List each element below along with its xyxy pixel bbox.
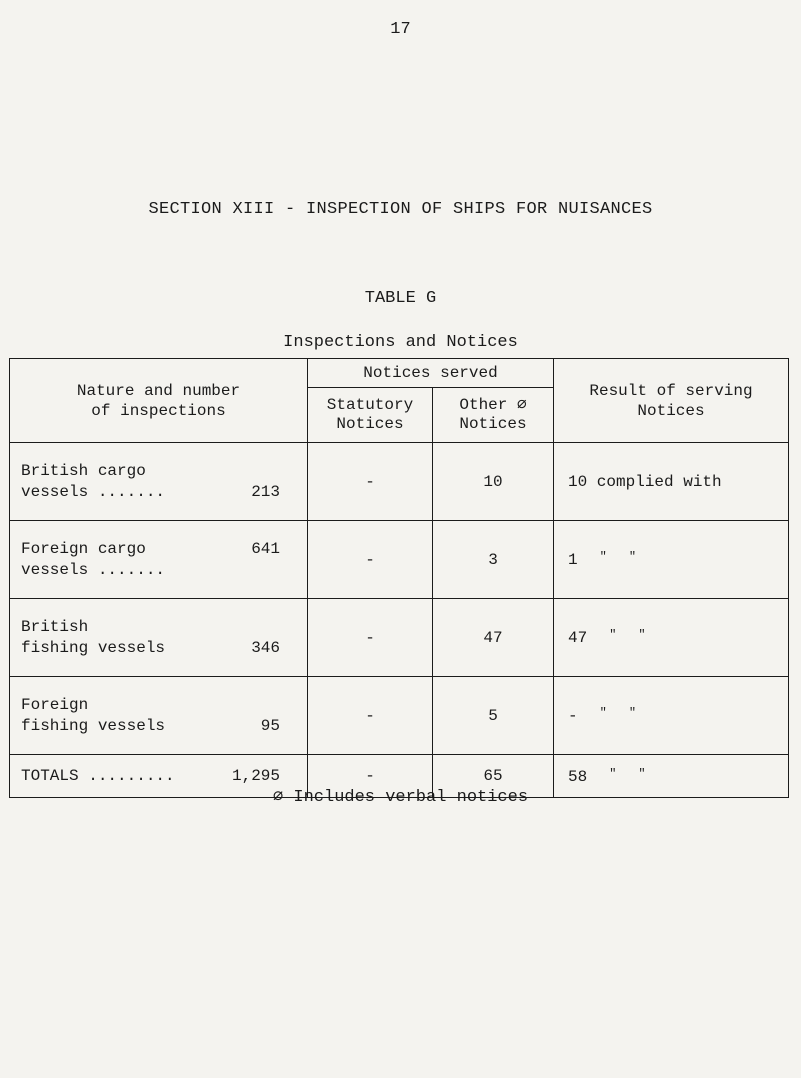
nature-line2: fishing vessels bbox=[21, 638, 166, 657]
header-statutory-line2: Notices bbox=[336, 415, 404, 433]
table-row bbox=[10, 677, 789, 755]
totals-count: 1,295 bbox=[231, 766, 280, 785]
result-cell bbox=[554, 521, 789, 599]
result-cell bbox=[554, 443, 789, 521]
header-statutory-line1: Statutory bbox=[326, 396, 414, 414]
result-cell bbox=[554, 677, 789, 755]
ditto-mark: " bbox=[628, 550, 637, 564]
ditto-mark: " bbox=[599, 550, 607, 564]
statutory-cell: - bbox=[308, 443, 433, 521]
result-value: - bbox=[568, 707, 578, 725]
header-notices-served: Notices served bbox=[308, 359, 554, 388]
nature-line2: fishing vessels bbox=[21, 716, 166, 735]
nature-line1: Foreign bbox=[21, 695, 89, 714]
header-other bbox=[433, 388, 554, 443]
other-cell: 5 bbox=[433, 677, 554, 755]
header-result-line2: Notices bbox=[637, 401, 705, 420]
footnote: ∅ Includes verbal notices bbox=[272, 788, 529, 807]
result-value: 47 bbox=[568, 629, 588, 647]
totals-label: TOTALS ......... bbox=[21, 766, 175, 785]
section-title: SECTION XIII - INSPECTION OF SHIPS FOR NUISANCES bbox=[148, 200, 653, 219]
table-row bbox=[10, 599, 789, 677]
statutory-cell: - bbox=[308, 521, 433, 599]
nature-line1-count: 641 bbox=[251, 539, 280, 558]
other-cell: 10 bbox=[433, 443, 554, 521]
ditto-mark: " bbox=[609, 766, 617, 781]
nature-line2: vessels ....... bbox=[21, 482, 166, 501]
header-result bbox=[554, 359, 789, 443]
ditto-mark: " bbox=[599, 706, 607, 720]
ditto-mark: " bbox=[609, 628, 617, 642]
nature-line2-count: 95 bbox=[260, 716, 280, 735]
inspections-table bbox=[9, 358, 789, 798]
table-row bbox=[10, 443, 789, 521]
nature-line1: Foreign cargo bbox=[21, 539, 146, 558]
header-statutory bbox=[308, 388, 433, 443]
nature-line1: British cargo bbox=[21, 461, 146, 480]
header-nature-line2: of inspections bbox=[91, 401, 226, 420]
nature-line2-count: 213 bbox=[251, 482, 280, 501]
statutory-cell: - bbox=[308, 599, 433, 677]
nature-cell bbox=[10, 599, 308, 677]
nature-cell bbox=[10, 521, 308, 599]
result-cell bbox=[554, 599, 789, 677]
totals-result-value: 58 bbox=[568, 767, 588, 786]
result-value: 1 bbox=[568, 551, 578, 569]
ditto-mark: " bbox=[628, 706, 637, 720]
nature-line2-count: 346 bbox=[251, 638, 280, 657]
nature-cell bbox=[10, 443, 308, 521]
other-cell: 3 bbox=[433, 521, 554, 599]
header-nature bbox=[10, 359, 308, 443]
header-row bbox=[10, 359, 789, 388]
table-subtitle: Inspections and Notices bbox=[283, 333, 518, 352]
header-result-line1: Result of serving bbox=[589, 381, 753, 400]
other-cell: 47 bbox=[433, 599, 554, 677]
ditto-mark: " bbox=[638, 628, 646, 642]
header-other-line2: Notices bbox=[459, 415, 527, 433]
table-label: TABLE G bbox=[364, 289, 437, 308]
nature-cell bbox=[10, 677, 308, 755]
page-number: 17 bbox=[390, 20, 411, 39]
header-other-line1: Other ∅ bbox=[459, 396, 527, 414]
result-value: 10 complied with bbox=[568, 472, 722, 491]
nature-line1: British bbox=[21, 617, 89, 636]
ditto-mark: " bbox=[638, 766, 646, 781]
header-nature-line1: Nature and number bbox=[76, 381, 241, 400]
totals-statutory-cell: - bbox=[308, 755, 433, 798]
statutory-cell: - bbox=[308, 677, 433, 755]
nature-line2: vessels ....... bbox=[21, 560, 166, 579]
totals-other-cell: 65 bbox=[433, 755, 554, 798]
table-row bbox=[10, 521, 789, 599]
